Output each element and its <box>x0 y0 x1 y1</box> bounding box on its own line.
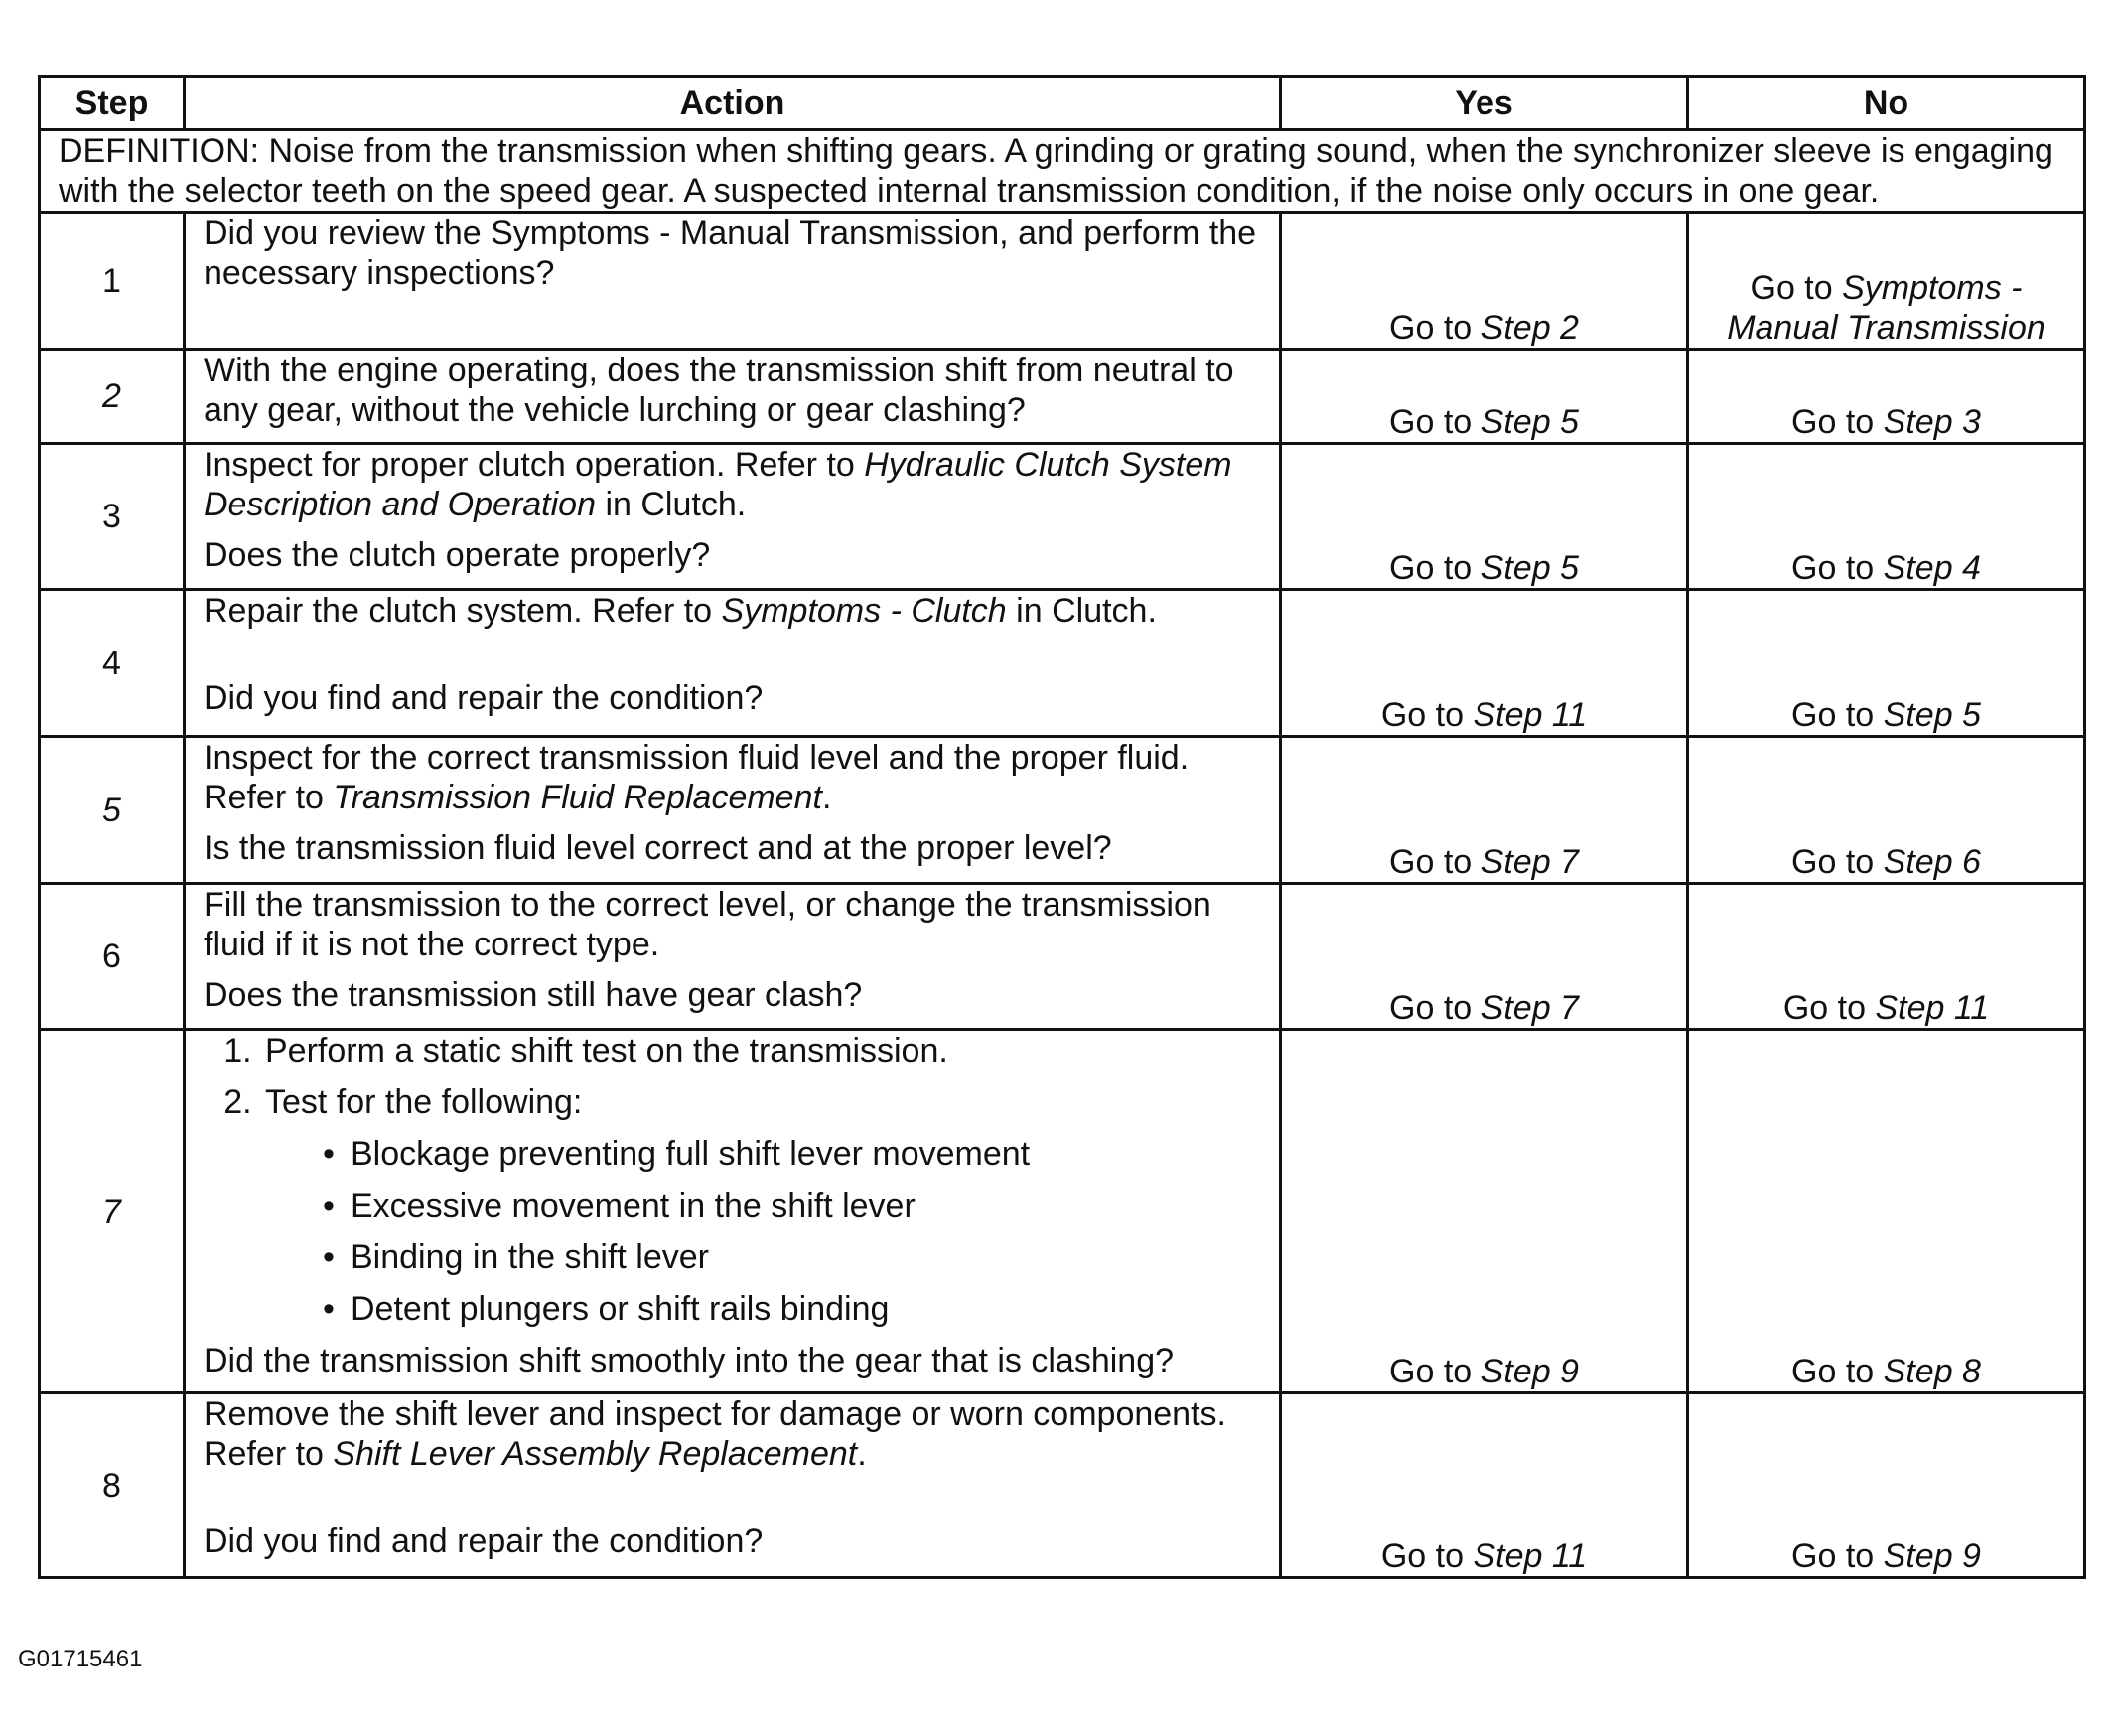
bullet-icon: • <box>323 1238 335 1276</box>
yes-target-link[interactable]: Step 11 <box>1473 1537 1588 1575</box>
action-cell <box>185 350 1281 444</box>
step-number: 5 <box>40 737 185 884</box>
list-item-text: Test for the following: <box>265 1084 583 1121</box>
no-target-link[interactable]: Step 5 <box>1883 696 1981 734</box>
yes-cell <box>1281 1030 1688 1393</box>
action-text-pre: Repair the clutch system. Refer to <box>204 592 722 630</box>
no-target-link[interactable]: Step 9 <box>1883 1537 1981 1575</box>
go-to-label: Go to <box>1750 269 1833 307</box>
action-cell <box>185 1030 1281 1393</box>
action-cell <box>185 213 1281 350</box>
action-cell <box>185 444 1281 590</box>
reference-link[interactable]: Hydraulic Clutch System Description and Operation <box>204 446 1232 523</box>
action-question: Did you find and repair the condition? <box>204 1522 764 1560</box>
bullet-text: Detent plungers or shift rails binding <box>351 1290 890 1328</box>
step-number: 1 <box>40 213 185 350</box>
action-text-post: in Clutch. <box>1006 592 1157 630</box>
yes-target-link[interactable]: Step 2 <box>1480 309 1579 347</box>
no-cell <box>1688 590 2085 737</box>
action-question: Did you find and repair the condition? <box>204 679 764 717</box>
table-row-step-2 <box>40 350 2085 444</box>
yes-target-link[interactable]: Step 7 <box>1480 843 1579 881</box>
no-target-link[interactable]: Step 6 <box>1883 843 1981 881</box>
go-to-label: Go to <box>1380 696 1465 734</box>
go-to-label: Go to <box>1389 309 1473 347</box>
bullet-item <box>319 1289 1261 1329</box>
no-target-link[interactable]: Step 3 <box>1883 403 1981 441</box>
header-row <box>40 77 2085 130</box>
table-row-step-1 <box>40 213 2085 350</box>
action-text <box>204 738 1261 817</box>
go-to-label: Go to <box>1389 1353 1473 1390</box>
table-row-step-6 <box>40 884 2085 1030</box>
action-text <box>204 1394 1261 1474</box>
no-target-link[interactable]: Step 8 <box>1883 1353 1981 1390</box>
bullet-icon: • <box>323 1187 335 1225</box>
go-to-label: Go to <box>1389 989 1473 1027</box>
no-cell <box>1688 213 2085 350</box>
bullet-list <box>265 1134 1261 1329</box>
yes-target-link[interactable]: Step 7 <box>1480 989 1579 1027</box>
action-text: With the engine operating, does the transmission shift from neutral to any gear, without the vehicle lurching or gear clashing? <box>204 352 1234 429</box>
yes-cell <box>1281 1393 1688 1578</box>
table-row-step-3 <box>40 444 2085 590</box>
action-question: Is the transmission fluid level correct and at the proper level? <box>204 829 1112 867</box>
no-target-link[interactable]: Symptoms - Manual Transmission <box>1727 269 2045 347</box>
table-row-step-7 <box>40 1030 2085 1393</box>
action-question: Does the transmission still have gear clash? <box>204 976 863 1014</box>
reference-link[interactable]: Shift Lever Assembly Replacement <box>333 1435 858 1473</box>
yes-cell <box>1281 350 1688 444</box>
action-text-post: . <box>821 779 832 816</box>
reference-link[interactable]: Transmission Fluid Replacement <box>333 779 822 816</box>
no-target-link[interactable]: Step 4 <box>1883 549 1981 587</box>
header-yes: Yes <box>1281 77 1688 130</box>
go-to-label: Go to <box>1389 403 1473 441</box>
diagnostic-table <box>38 75 2086 1579</box>
go-to-label: Go to <box>1791 549 1875 587</box>
definition-text: DEFINITION: Noise from the transmission when shifting gears. A grinding or grating sound, when the synchronizer sleeve is engaging with the selector teeth on the speed gear. A suspected internal transmission condition, if the noise only occurs in one gear. <box>40 130 2085 213</box>
list-item: 1. Perform a static shift test on the transmission. <box>261 1031 1261 1071</box>
action-text-post: . <box>857 1435 867 1473</box>
yes-target-link[interactable]: Step 5 <box>1480 549 1579 587</box>
no-cell <box>1688 884 2085 1030</box>
go-to-label: Go to <box>1791 403 1875 441</box>
go-to-label: Go to <box>1782 989 1867 1027</box>
go-to-label: Go to <box>1389 549 1473 587</box>
step-number: 2 <box>40 350 185 444</box>
table-row-step-4 <box>40 590 2085 737</box>
go-to-label: Go to <box>1791 1537 1875 1575</box>
bullet-item <box>319 1134 1261 1174</box>
go-to-label: Go to <box>1380 1537 1465 1575</box>
step-number: 3 <box>40 444 185 590</box>
numbered-list <box>204 1031 1261 1329</box>
yes-cell <box>1281 444 1688 590</box>
bullet-text: Blockage preventing full shift lever movement <box>351 1135 1031 1173</box>
yes-target-link[interactable]: Step 11 <box>1473 696 1588 734</box>
action-text: Did you review the Symptoms - Manual Transmission, and perform the necessary inspections? <box>204 215 1257 292</box>
yes-cell <box>1281 884 1688 1030</box>
action-text-pre: Inspect for proper clutch operation. Refer to <box>204 446 865 484</box>
header-no: No <box>1688 77 2085 130</box>
step-number: 6 <box>40 884 185 1030</box>
action-text: Fill the transmission to the correct level, or change the transmission fluid if it is not the correct type. <box>204 886 1211 963</box>
definition-row <box>40 130 2085 213</box>
bullet-text: Binding in the shift lever <box>351 1238 709 1276</box>
action-text-pre: Inspect for the correct transmission fluid level and the proper fluid. Refer to <box>204 739 1190 816</box>
list-item <box>261 1083 1261 1329</box>
action-cell <box>185 737 1281 884</box>
bullet-icon: • <box>323 1290 335 1328</box>
header-step: Step <box>40 77 185 130</box>
action-cell <box>185 1393 1281 1578</box>
step-number: 4 <box>40 590 185 737</box>
step-number: 7 <box>40 1030 185 1393</box>
reference-link[interactable]: Symptoms - Clutch <box>721 592 1007 630</box>
action-cell <box>185 884 1281 1030</box>
go-to-label: Go to <box>1389 843 1473 881</box>
yes-target-link[interactable]: Step 9 <box>1480 1353 1579 1390</box>
no-cell <box>1688 1393 2085 1578</box>
no-cell <box>1688 350 2085 444</box>
step-number: 8 <box>40 1393 185 1578</box>
action-text <box>204 445 1261 524</box>
yes-cell <box>1281 737 1688 884</box>
yes-target-link[interactable]: Step 5 <box>1480 403 1579 441</box>
action-question: Did the transmission shift smoothly into the gear that is clashing? <box>204 1342 1175 1379</box>
yes-cell <box>1281 213 1688 350</box>
bullet-item <box>319 1237 1261 1277</box>
go-to-label: Go to <box>1791 843 1875 881</box>
no-cell <box>1688 444 2085 590</box>
table-row-step-8 <box>40 1393 2085 1578</box>
action-question: Does the clutch operate properly? <box>204 536 711 574</box>
no-target-link[interactable]: Step 11 <box>1875 989 1990 1027</box>
figure-id-label: G01715461 <box>18 1646 143 1672</box>
bullet-text: Excessive movement in the shift lever <box>351 1187 916 1225</box>
bullet-icon: • <box>323 1135 335 1173</box>
action-text-pre: Remove the shift lever and inspect for damage or worn components. Refer to <box>204 1395 1226 1473</box>
bullet-item <box>319 1186 1261 1226</box>
header-action: Action <box>185 77 1281 130</box>
go-to-label: Go to <box>1791 696 1875 734</box>
no-cell <box>1688 737 2085 884</box>
action-text-post: in Clutch. <box>596 486 747 523</box>
action-text <box>204 591 1261 631</box>
go-to-label: Go to <box>1791 1353 1875 1390</box>
table-row-step-5 <box>40 737 2085 884</box>
action-cell <box>185 590 1281 737</box>
no-cell <box>1688 1030 2085 1393</box>
yes-cell <box>1281 590 1688 737</box>
